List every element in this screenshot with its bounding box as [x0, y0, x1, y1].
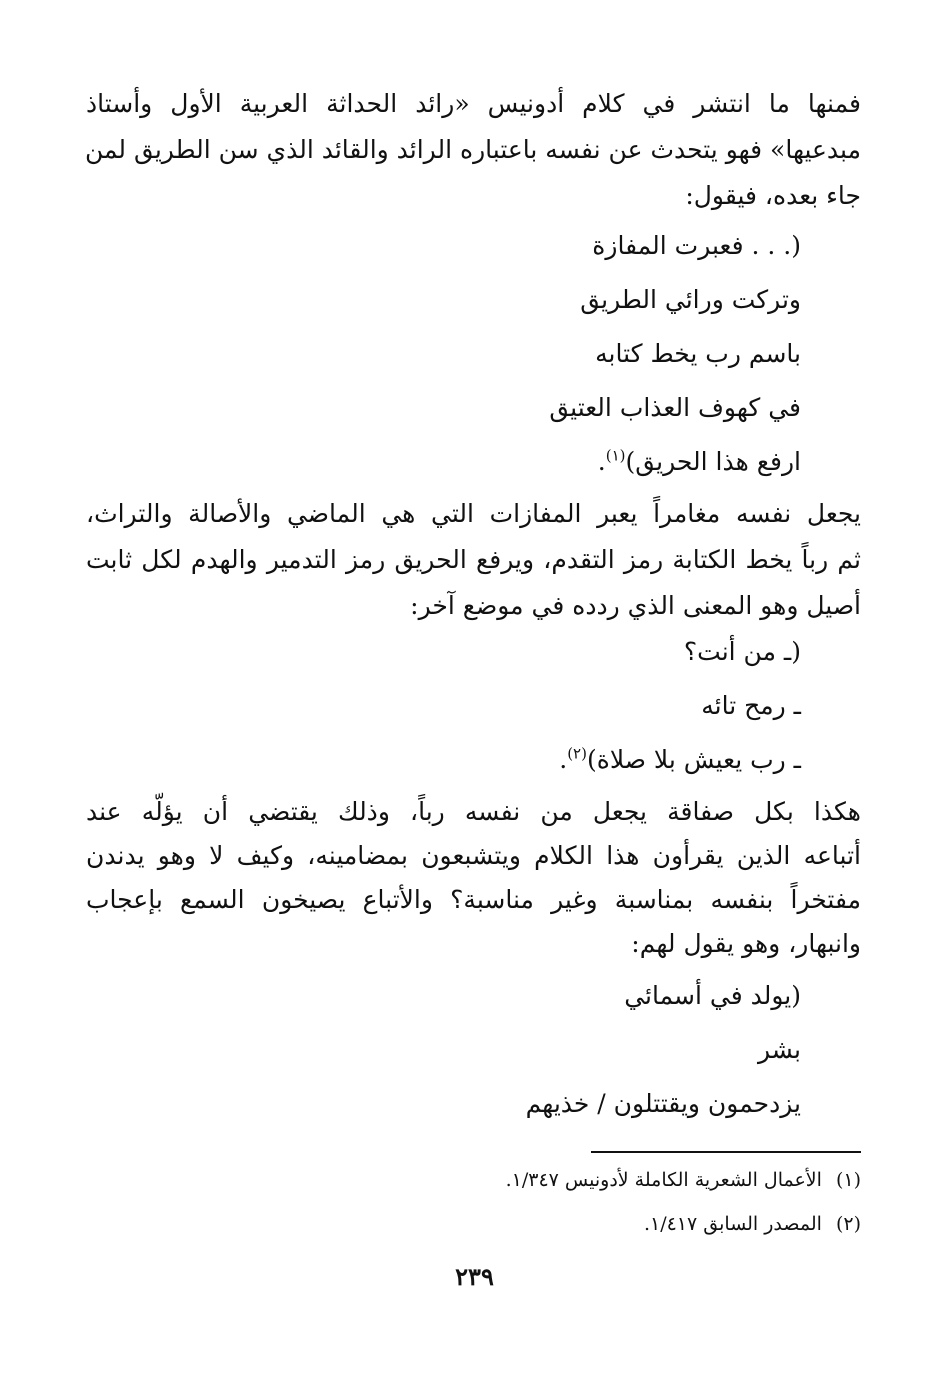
paragraph-2-line-3: أصيل وهو المعنى الذي ردده في موضع آخر:	[410, 591, 861, 620]
poem-3-verse-2: بشر	[757, 1035, 801, 1064]
footnote-1-number: (١)	[835, 1169, 861, 1191]
footnote-1	[506, 1166, 861, 1194]
footnote-2-number: (٢)	[835, 1213, 861, 1235]
poem-1-verse-5-text: ارفع هذا الحريق)	[625, 447, 801, 476]
paragraph-3-line-2: أتباعه الذين يقرأون هذا الكلام ويتشبعون بمضامينه، وكيف لا وهو يدندن	[86, 841, 861, 870]
poem-3-verse-3: يزدحمون ويقتتلون / خذيهم	[525, 1089, 801, 1118]
footnote-ref-2: (٢)	[567, 744, 587, 763]
paragraph-3-line-1: هكذا بكل صفاقة يجعل من نفسه رباً، وذلك يقتضي أن يؤلّه عند	[86, 797, 861, 826]
poem-1-verse-2: وتركت ورائي الطريق	[580, 285, 801, 314]
poem-1-verse-3: باسم رب يخط كتابه	[595, 339, 801, 368]
paragraph-3-line-4: وانبهار، وهو يقول لهم:	[631, 929, 861, 958]
page-number: ٢٣٩	[455, 1262, 494, 1291]
paragraph-1-line-1: فمنها ما انتشر في كلام أدونيس «رائد الحداثة العربية الأول وأستاذ	[86, 89, 861, 118]
poem-2-verse-2: ـ رمح تائه	[701, 691, 801, 720]
paragraph-2-line-1: يجعل نفسه مغامراً يعبر المفازات التي هي الماضي والأصالة والتراث،	[86, 499, 861, 528]
paragraph-3-line-3: مفتخراً بنفسه بمناسبة وغير مناسبة؟ والأتباع يصيخون السمع بإعجاب	[86, 885, 861, 914]
poem-2-period: .	[559, 745, 568, 774]
paragraph-1-line-3: جاء بعده، فيقول:	[685, 181, 861, 210]
footnote-2-text: المصدر السابق ١/٤١٧.	[643, 1213, 822, 1235]
poem-2-verse-1: (ـ من أنت؟	[683, 637, 801, 666]
footnote-2	[644, 1210, 861, 1238]
poem-1-verse-5	[598, 444, 801, 480]
poem-2-verse-3	[559, 742, 801, 778]
poem-1-verse-1: (. . . فعبرت المفازة	[592, 231, 801, 260]
poem-1-period: .	[597, 447, 606, 476]
footnote-separator	[591, 1151, 861, 1153]
footnote-ref-1: (١)	[605, 446, 626, 465]
paragraph-1-line-2: مبدعيها» فهو يتحدث عن نفسه باعتباره الرائد والقائد الذي سن الطريق لمن	[84, 135, 861, 164]
footnote-1-text: الأعمال الشعرية الكاملة لأدونيس ١/٣٤٧.	[505, 1169, 822, 1191]
poem-3-verse-1: (يولد في أسمائي	[624, 981, 801, 1010]
poem-1-verse-4: في كهوف العذاب العتيق	[549, 393, 801, 422]
paragraph-2-line-2: ثم رباً يخط الكتابة رمز التقدم، ويرفع الحريق رمز التدمير والهدم لكل ثابت	[86, 545, 861, 574]
poem-2-verse-3-text: ـ رب يعيش بلا صلاة)	[586, 745, 801, 774]
